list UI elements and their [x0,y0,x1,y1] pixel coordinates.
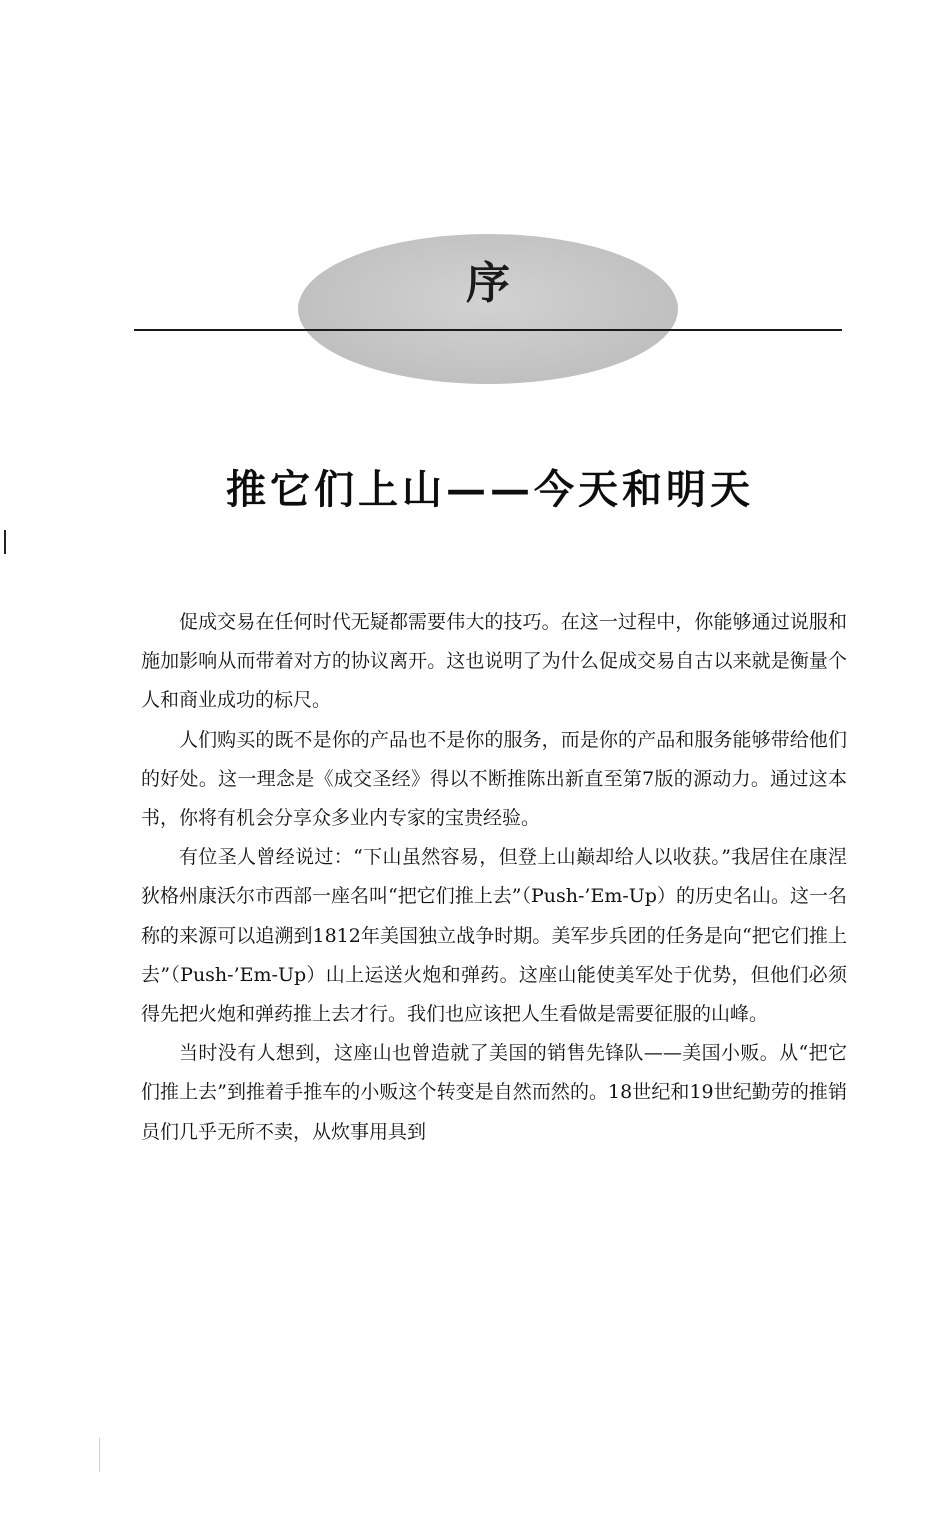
scan-margin-mark [4,530,6,554]
section-label: 序 [466,258,510,309]
chapter-title: 推它们上山——今天和明天 [226,466,754,513]
header-ellipse-ornament [298,234,678,384]
header-rule [134,329,842,331]
section-header [0,230,936,390]
paragraph: 促成交易在任何时代无疑都需要伟大的技巧。在这一过程中，你能够通过说服和施加影响从而带着对方的协议离开。这也说明了为什么促成交易自古以来就是衡量个人和商业成功的标尺。 [141,611,847,712]
body-text [141,603,847,1152]
paragraph: 当时没有人想到，这座山也曾造就了美国的销售先锋队——美国小贩。从“把它们推上去”到推着手推车的小贩这个转变是自然而然的。18世纪和19世纪勤劳的推销员们几乎无所不卖，从炊事用具到 [141,1042,847,1143]
paragraph: 人们购买的既不是你的产品也不是你的服务，而是你的产品和服务能够带给他们的好处。这一理念是《成交圣经》得以不断推陈出新直至第7版的源动力。通过这本书，你将有机会分享众多业内专家的宝贵经验。 [141,728,847,830]
scan-margin-mark-lower [99,1438,100,1472]
paragraph: 有位圣人曾经说过：“下山虽然容易，但登上山巅却给人以收获。”我居住在康涅狄格州康沃尔市西部一座名叫“把它们推上去”（Push-’Em-Up）的历史名山。这一名称的来源可以追溯到1812年美国独立战争时期。美军步兵团的任务是向“把它们推上去”（Push-’Em-Up）山上运送火炮和弹药。这座山能使美军处于优势，但他们必须得先把火炮和弹药推上去才行。我们也应该把人生看做是需要征服的山峰。 [141,846,847,1026]
